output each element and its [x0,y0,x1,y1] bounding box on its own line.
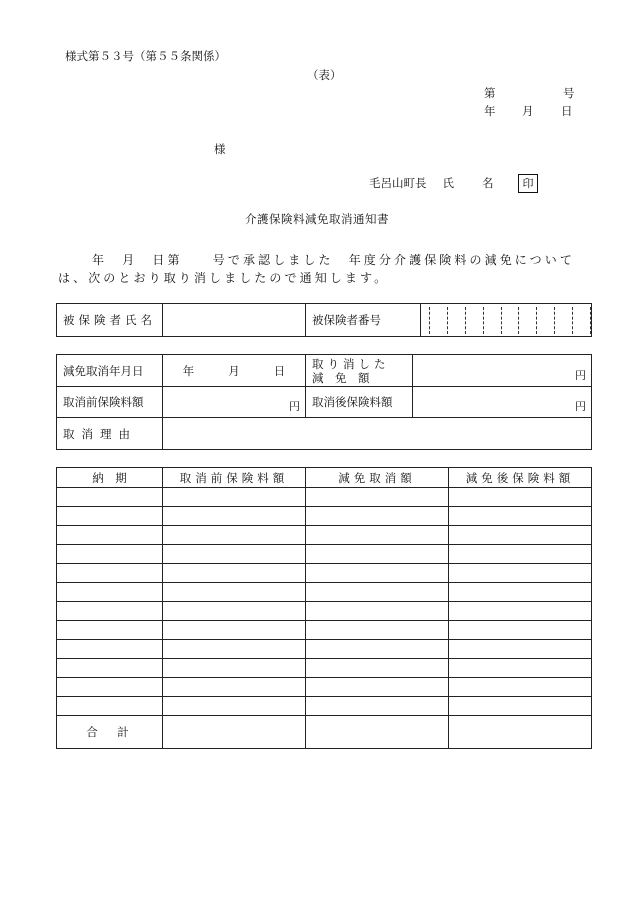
schedule-row [57,488,592,507]
side-label: （表） [307,68,342,82]
header-cancel-amount: 減免取消額 [306,468,449,488]
total-after-amount[interactable] [449,716,592,749]
schedule-row [57,621,592,640]
doc-number-prefix: 第 [484,86,496,100]
doc-date-year: 年 [484,104,496,118]
before-amount-label: 取消前保険料額 [57,387,163,418]
schedule-row [57,678,592,697]
after-amount-field[interactable]: 円 [413,387,592,418]
header-due-date: 納 期 [57,468,163,488]
schedule-row [57,697,592,716]
schedule-header-row [57,468,592,488]
header-before-amount: 取消前保険料額 [163,468,306,488]
issuer-mei: 名 [482,176,494,190]
form-number: 様式第５３号（第５５条関係） [65,49,226,63]
insured-name-field[interactable] [163,304,306,337]
total-cancel-amount[interactable] [306,716,449,749]
cancel-amount-field[interactable]: 円 [413,355,592,387]
payment-schedule-table [56,467,592,749]
doc-date-month: 月 [522,104,534,118]
total-before-amount[interactable] [163,716,306,749]
cancel-amount-label: 取り消した 減 免 額 [306,355,413,387]
insured-table [56,303,592,337]
before-amount-field[interactable]: 円 [163,387,306,418]
header-after-amount: 減免後保険料額 [449,468,592,488]
cancel-date-label: 減免取消年月日 [57,355,163,387]
after-amount-label: 取消後保険料額 [306,387,413,418]
body-text [58,251,594,287]
schedule-row [57,640,592,659]
schedule-row [57,583,592,602]
body-line-1: 年 月 日第 号で承認しました 年度分介護保険料の減免について [92,253,575,267]
issuer-line [369,178,494,190]
schedule-row [57,545,592,564]
schedule-row [57,507,592,526]
insured-name-label: 被保険者氏名 [57,304,163,337]
schedule-row [57,659,592,678]
insured-number-boxes [421,305,591,336]
reason-field[interactable] [163,418,592,450]
doc-number-suffix: 号 [563,86,575,100]
issuer-shi: 氏 [442,176,454,190]
total-label: 合 計 [57,716,163,749]
cancellation-table [56,354,592,450]
recipient-suffix: 様 [214,142,226,156]
issuer-title: 毛呂山町長 [369,176,427,190]
insured-number-label: 被保険者番号 [306,304,421,337]
schedule-total-row [57,716,592,749]
doc-date-day: 日 [561,104,573,118]
reason-label: 取消理由 [57,418,163,450]
seal-box: 印 [518,174,538,193]
schedule-row [57,602,592,621]
cancel-date-field[interactable]: 年 月 日 [163,355,306,387]
body-line-2: は、次のとおり取り消しましたので通知します。 [58,271,390,285]
document-title: 介護保険料減免取消通知書 [245,212,389,226]
schedule-row [57,564,592,583]
insured-number-field[interactable] [421,304,592,337]
schedule-row [57,526,592,545]
